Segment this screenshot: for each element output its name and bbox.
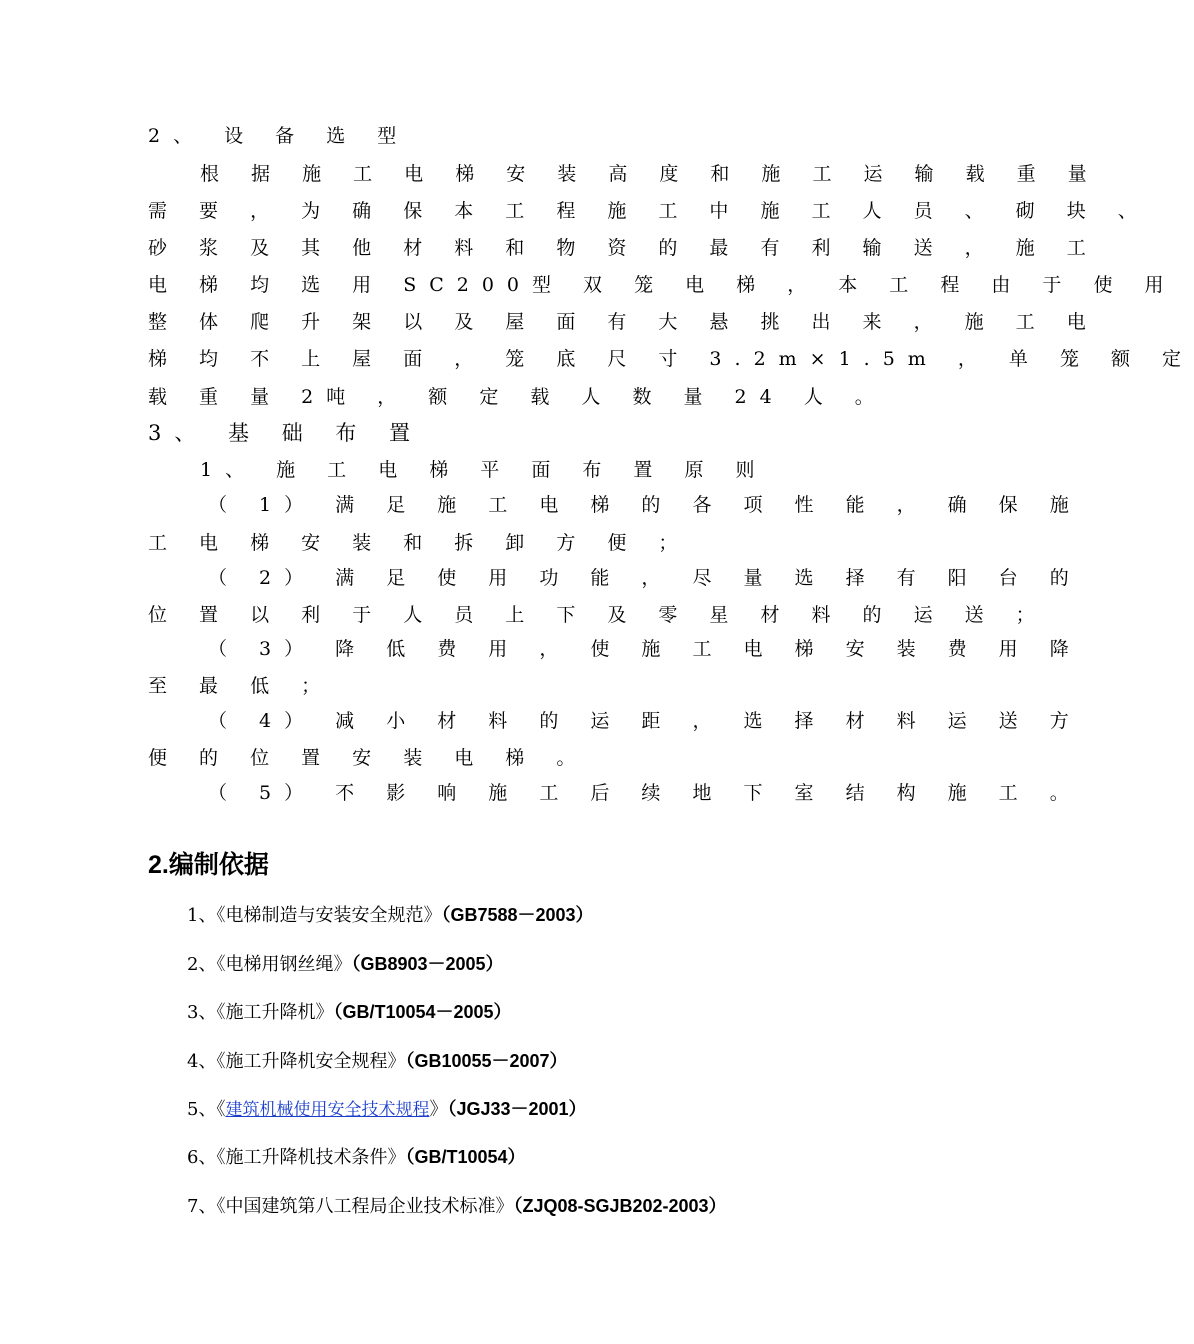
reference-title: 《施工升降机》 <box>216 1002 334 1023</box>
reference-code: （GB/T10054－2005） <box>333 1002 512 1022</box>
body-line: 整 体 爬 升 架 以 及 屋 面 有 大 悬 挑 出 来 ， 施 工 电 <box>148 311 1099 333</box>
reference-title: 《施工升降机技术条件》 <box>216 1147 406 1168</box>
section-heading-foundation: 3、 基 础 布 置 <box>148 421 424 445</box>
body-line: 根 据 施 工 电 梯 安 装 高 度 和 施 工 运 输 载 重 量 <box>200 163 1100 185</box>
reference-number: 5、 <box>187 1099 217 1120</box>
reference-item-5 <box>187 1097 587 1122</box>
reference-code: （ZJQ08-SGJB202-2003） <box>513 1196 727 1216</box>
reference-item-7 <box>187 1194 727 1219</box>
reference-title: 《中国建筑第八工程局企业技术标准》 <box>216 1196 514 1217</box>
body-line: 砂 浆 及 其 他 材 料 和 物 资 的 最 有 利 输 送 ， 施 工 <box>148 237 1099 259</box>
reference-number: 7、 <box>187 1196 217 1217</box>
reference-code: （GB10055－2007） <box>405 1051 568 1071</box>
reference-item-3 <box>187 1000 512 1025</box>
body-line: 需 要 ， 为 确 保 本 工 程 施 工 中 施 工 人 员 、 砌 块 、 <box>148 200 1150 222</box>
reference-code: （GB/T10054） <box>405 1147 526 1167</box>
sub-heading-layout-principles: 1、 施 工 电 梯 平 面 布 置 原 则 <box>200 459 768 481</box>
compilation-basis-heading: 2.编制依据 <box>148 851 269 879</box>
reference-title: 《施工升降机安全规程》 <box>216 1051 406 1072</box>
body-line: 载 重 量 2吨 ， 额 定 载 人 数 量 24 人 。 <box>148 386 887 408</box>
reference-code: （GB7588－2003） <box>441 905 594 925</box>
reference-number: 1、 <box>187 905 217 926</box>
reference-title-link[interactable]: 建筑机械使用安全技术规程 <box>225 1100 430 1120</box>
section-heading-equipment: 2、 设 备 选 型 <box>148 125 410 147</box>
body-line: 梯 均 不 上 屋 面 ， 笼 底 尺 寸 3.2m×1.5m ， 单 笼 额 定 <box>148 348 1194 370</box>
principle-item-1-cont: 工 电 梯 安 装 和 拆 卸 方 便 ； <box>148 532 691 554</box>
reference-code: （GB8903－2005） <box>351 954 504 974</box>
reference-code: （JGJ33－2001） <box>447 1099 587 1119</box>
reference-item-1 <box>187 903 594 928</box>
principle-item-3-cont: 至 最 低 ； <box>148 675 334 697</box>
reference-item-4 <box>187 1049 568 1074</box>
reference-title: 《电梯用钢丝绳》 <box>216 954 352 975</box>
reference-number: 3、 <box>187 1002 217 1023</box>
reference-title-open: 《 <box>216 1099 226 1120</box>
reference-number: 4、 <box>187 1051 217 1072</box>
principle-item-4-cont: 便 的 位 置 安 装 电 梯 。 <box>148 747 589 769</box>
principle-item-4: （ 4） 减 小 材 料 的 运 距 ， 选 择 材 料 运 送 方 <box>208 710 1082 732</box>
reference-title: 《电梯制造与安装安全规范》 <box>216 905 442 926</box>
body-line: 电 梯 均 选 用 SC200型 双 笼 电 梯 ， 本 工 程 由 于 使 用 <box>148 274 1177 296</box>
principle-item-2-cont: 位 置 以 利 于 人 员 上 下 及 零 星 材 料 的 运 送 ； <box>148 604 1048 626</box>
principle-item-3: （ 3） 降 低 费 用 ， 使 施 工 电 梯 安 装 费 用 降 <box>208 638 1082 660</box>
reference-title-close: 》 <box>429 1099 448 1120</box>
reference-item-6 <box>187 1145 526 1170</box>
principle-item-2: （ 2） 满 足 使 用 功 能 ， 尽 量 选 择 有 阳 台 的 <box>208 567 1082 589</box>
reference-number: 2、 <box>187 954 217 975</box>
reference-item-2 <box>187 952 504 977</box>
principle-item-1: （ 1） 满 足 施 工 电 梯 的 各 项 性 能 ， 确 保 施 <box>208 494 1082 516</box>
principle-item-5: （ 5） 不 影 响 施 工 后 续 地 下 室 结 构 施 工 。 <box>208 782 1082 804</box>
reference-number: 6、 <box>187 1147 217 1168</box>
